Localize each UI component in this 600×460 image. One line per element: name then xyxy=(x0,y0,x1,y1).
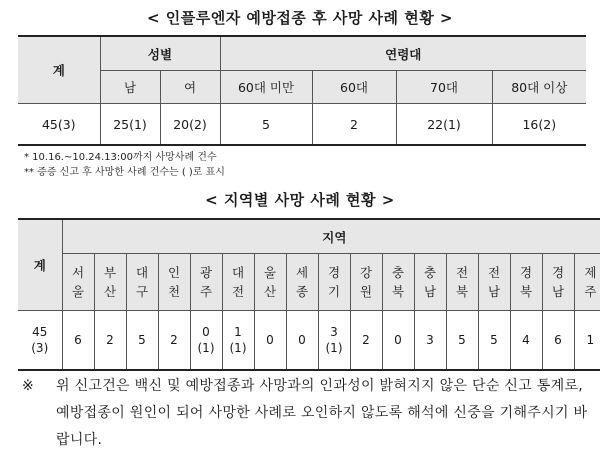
sex-header: 성별 xyxy=(100,36,220,71)
region-col-8: 경 기 xyxy=(318,254,350,311)
region-value-11: 3 xyxy=(414,311,446,371)
region-value-3: 2 xyxy=(158,311,190,371)
disclaimer xyxy=(22,373,590,454)
age-col-80plus: 80대 이상 xyxy=(492,71,586,104)
region-value-12: 5 xyxy=(446,311,478,371)
region-col-7: 세 종 xyxy=(286,254,318,311)
total-value: 45(3) xyxy=(18,104,100,146)
region-value-13: 5 xyxy=(478,311,510,371)
sex-col-male: 남 xyxy=(100,71,160,104)
70s-value: 22(1) xyxy=(396,104,492,146)
sex-col-female: 여 xyxy=(160,71,220,104)
region-col-14: 경 북 xyxy=(510,254,542,311)
region-value-2: 5 xyxy=(126,311,158,371)
region-value-6: 0 xyxy=(254,311,286,371)
80plus-value: 16(2) xyxy=(492,104,586,146)
region-col-12: 전 북 xyxy=(446,254,478,311)
region-value-1: 2 xyxy=(94,311,126,371)
age-col-under60: 60대 미만 xyxy=(220,71,312,104)
under60-value: 5 xyxy=(220,104,312,146)
region-col-1: 부 산 xyxy=(94,254,126,311)
regional-cases-table xyxy=(18,218,600,371)
region-value-15: 6 xyxy=(542,311,574,371)
region-header: 지역 xyxy=(62,219,600,254)
death-cases-table xyxy=(18,35,586,146)
female-value: 20(2) xyxy=(160,104,220,146)
region-col-4: 광 주 xyxy=(190,254,222,311)
region-value-7: 0 xyxy=(286,311,318,371)
region-col-2: 대 구 xyxy=(126,254,158,311)
region-col-11: 충 남 xyxy=(414,254,446,311)
region-value-16: 1 xyxy=(574,311,600,371)
region-value-9: 2 xyxy=(350,311,382,371)
region-value-4: 0 (1) xyxy=(190,311,222,371)
note-period: * 10.16.~10.24.13:00까지 사망사례 건수 xyxy=(24,152,217,163)
male-value: 25(1) xyxy=(100,104,160,146)
disclaimer-text: 위 신고건은 백신 및 예방접종과 사망과의 인과성이 밝혀지지 않은 단순 신고 통계로, 예방접종이 원인이 되어 사망한 사례로 오인하지 않도록 해석에 신중을 기해주시기 바랍니다. xyxy=(56,378,588,448)
region-value-10: 0 xyxy=(382,311,414,371)
region-total-header: 계 xyxy=(18,219,62,311)
region-col-9: 강 원 xyxy=(350,254,382,311)
region-total-value: 45 (3) xyxy=(18,311,62,371)
region-col-10: 충 북 xyxy=(382,254,414,311)
region-value-8: 3 (1) xyxy=(318,311,350,371)
reference-mark: ※ xyxy=(22,378,35,394)
region-col-15: 경 남 xyxy=(542,254,574,311)
region-value-5: 1 (1) xyxy=(222,311,254,371)
region-value-0: 6 xyxy=(62,311,94,371)
region-value-14: 4 xyxy=(510,311,542,371)
region-col-3: 인 천 xyxy=(158,254,190,311)
region-col-13: 전 남 xyxy=(478,254,510,311)
age-col-70s: 70대 xyxy=(396,71,492,104)
60s-value: 2 xyxy=(312,104,396,146)
age-header: 연령대 xyxy=(220,36,586,71)
region-col-6: 울 산 xyxy=(254,254,286,311)
title-death-cases: < 인플루엔자 예방접종 후 사망 사례 현황 > xyxy=(146,9,454,27)
title-regional-cases: < 지역별 사망 사례 현황 > xyxy=(205,191,395,209)
age-col-60s: 60대 xyxy=(312,71,396,104)
region-col-16: 제 주 xyxy=(574,254,600,311)
notes xyxy=(24,150,225,180)
total-header: 계 xyxy=(18,36,100,104)
region-col-0: 서 울 xyxy=(62,254,94,311)
note-parentheses: ** 증증 신고 후 사망한 사례 건수는 ( )로 표시 xyxy=(24,167,225,178)
region-col-5: 대 전 xyxy=(222,254,254,311)
